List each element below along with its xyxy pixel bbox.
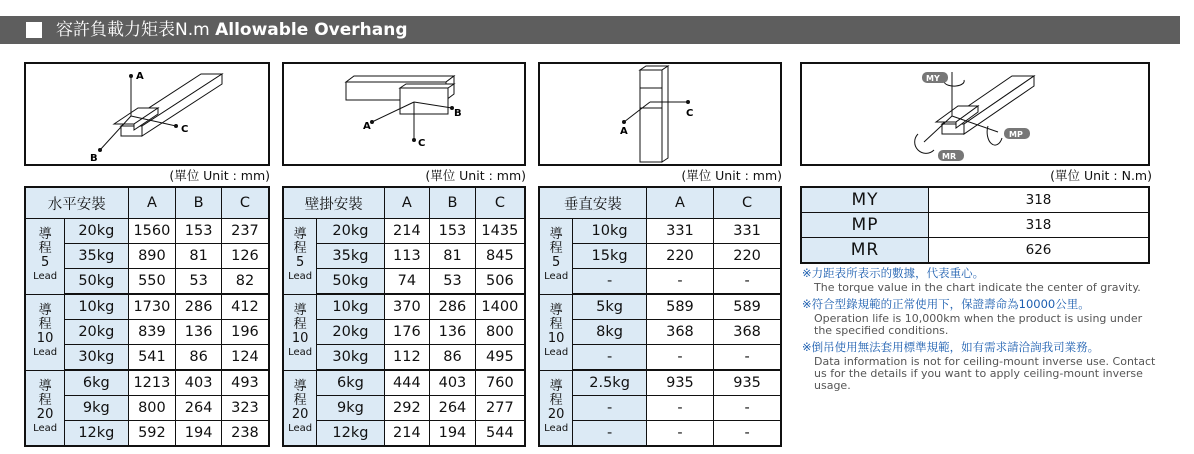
- title-zh: 容許負載力矩表N.m: [56, 20, 210, 40]
- table-row: [539, 320, 781, 345]
- table-row: [283, 421, 525, 447]
- column-header: 垂直安裝: [539, 187, 646, 219]
- unit-label: (單位 Unit : N.m): [1050, 168, 1152, 183]
- lead-zh: 導程: [293, 227, 307, 257]
- lead-group-label: [539, 370, 573, 446]
- column-header: 壁掛安裝: [283, 187, 384, 219]
- lead-number: 10: [291, 331, 309, 346]
- value-cell: 81: [430, 244, 476, 269]
- table-row: [25, 219, 269, 244]
- lead-number: 10: [36, 331, 54, 346]
- note-zh: ※倒吊使用無法套用標準規範，如有需求請洽詢我司業務。: [802, 340, 1100, 354]
- vertical-mount-diagram: [538, 62, 782, 166]
- lead-group-label: [283, 294, 317, 370]
- label-a: A: [363, 121, 371, 132]
- label-b: B: [454, 108, 462, 119]
- table-row: [25, 370, 269, 396]
- value-cell: 126: [221, 244, 269, 269]
- lead-zh: 導程: [293, 303, 307, 332]
- lead-zh: 導程: [38, 227, 52, 257]
- lead-number: 20: [291, 406, 309, 422]
- value-cell: 53: [430, 269, 476, 295]
- lead-zh: 導程: [38, 378, 52, 408]
- note-zh: ※力距表所表示的數據，代表重心。: [802, 266, 985, 280]
- load-cell: 30kg: [317, 345, 384, 371]
- vertical-mount-table: [538, 186, 782, 447]
- lead-zh: 導程: [549, 378, 563, 408]
- value-cell: 264: [176, 396, 222, 421]
- load-cell: 9kg: [65, 396, 128, 421]
- value-cell: 368: [714, 320, 781, 345]
- column-header: B: [176, 187, 222, 219]
- horizontal-mount-table: [24, 186, 270, 447]
- column-header: A: [646, 187, 713, 219]
- load-cell: 20kg: [317, 320, 384, 345]
- value-cell: 495: [475, 345, 525, 371]
- load-cell: 9kg: [317, 396, 384, 421]
- value-cell: 800: [475, 320, 525, 345]
- table-row: [283, 370, 525, 396]
- table-row: [539, 244, 781, 269]
- value-cell: -: [646, 421, 713, 447]
- value-cell: 323: [221, 396, 269, 421]
- value-cell: 550: [128, 269, 176, 295]
- load-cell: 5kg: [573, 294, 646, 320]
- label-mp: MP: [1009, 130, 1023, 139]
- load-cell: 10kg: [317, 294, 384, 320]
- table-row: [539, 396, 781, 421]
- lead-text: Lead: [544, 422, 569, 434]
- column-header: A: [384, 187, 430, 219]
- value-cell: 541: [128, 345, 176, 371]
- value-cell: -: [646, 269, 713, 295]
- value-cell: 935: [714, 370, 781, 396]
- table-header-row: [25, 187, 269, 219]
- value-cell: 74: [384, 269, 430, 295]
- value-cell: 1730: [128, 294, 176, 320]
- lead-number: 20: [36, 406, 54, 422]
- value-cell: 153: [430, 219, 476, 244]
- note-en: The torque value in the chart indicate the center of gravity.: [814, 281, 1141, 294]
- column-header: A: [128, 187, 176, 219]
- value-cell: -: [714, 269, 781, 295]
- load-cell: 20kg: [65, 320, 128, 345]
- load-cell: 2.5kg: [573, 370, 646, 396]
- section-title: [56, 18, 408, 42]
- label-mr: MR: [942, 152, 957, 161]
- value-cell: 544: [475, 421, 525, 447]
- unit-label: (單位 Unit : mm): [425, 168, 526, 183]
- value-cell: 238: [221, 421, 269, 447]
- lead-text: Lead: [33, 347, 58, 358]
- square-bullet-icon: [26, 22, 42, 38]
- value-cell: 277: [475, 396, 525, 421]
- lead-number: 10: [547, 331, 565, 346]
- title-en: Allowable Overhang: [215, 20, 408, 40]
- label-c: C: [418, 138, 426, 149]
- value-cell: 220: [646, 244, 713, 269]
- lead-text: Lead: [544, 347, 569, 358]
- lead-number: 5: [40, 255, 50, 271]
- value-cell: 86: [176, 345, 222, 371]
- table-row: [539, 345, 781, 371]
- lead-text: Lead: [544, 271, 569, 283]
- column-header: C: [714, 187, 781, 219]
- value-cell: 444: [384, 370, 430, 396]
- table-header-row: [539, 187, 781, 219]
- load-cell: 20kg: [317, 219, 384, 244]
- value-cell: 493: [221, 370, 269, 396]
- value-cell: 935: [646, 370, 713, 396]
- load-cell: -: [573, 345, 646, 371]
- load-cell: 12kg: [317, 421, 384, 447]
- value-cell: -: [714, 421, 781, 447]
- load-cell: -: [573, 421, 646, 447]
- value-cell: 845: [475, 244, 525, 269]
- moment-value: 318: [929, 213, 1150, 238]
- table-row: [283, 396, 525, 421]
- value-cell: 196: [221, 320, 269, 345]
- value-cell: 890: [128, 244, 176, 269]
- value-cell: 194: [176, 421, 222, 447]
- value-cell: 136: [430, 320, 476, 345]
- value-cell: 331: [646, 219, 713, 244]
- table-header-row: [283, 187, 525, 219]
- unit-label: (單位 Unit : mm): [169, 168, 270, 183]
- value-cell: 286: [176, 294, 222, 320]
- value-cell: 760: [475, 370, 525, 396]
- value-cell: 81: [176, 244, 222, 269]
- moment-key: MR: [801, 238, 929, 264]
- load-cell: 50kg: [317, 269, 384, 295]
- value-cell: 589: [646, 294, 713, 320]
- section-header: [0, 16, 1180, 44]
- value-cell: 1213: [128, 370, 176, 396]
- lead-group-label: [283, 370, 317, 446]
- moment-diagram: [800, 62, 1150, 166]
- table-row: [283, 244, 525, 269]
- wall-mount-diagram: [282, 62, 526, 166]
- value-cell: 112: [384, 345, 430, 371]
- table-row: [539, 421, 781, 447]
- value-cell: 589: [714, 294, 781, 320]
- lead-zh: 導程: [549, 303, 563, 332]
- table-row: [539, 294, 781, 320]
- table-row: [539, 219, 781, 244]
- value-cell: -: [646, 396, 713, 421]
- note-en: Operation life is 10,000km when the product is using under the specified conditions.: [814, 312, 1143, 337]
- load-cell: 10kg: [573, 219, 646, 244]
- value-cell: 136: [176, 320, 222, 345]
- load-cell: 10kg: [65, 294, 128, 320]
- load-cell: 12kg: [65, 421, 128, 447]
- lead-group-label: [283, 219, 317, 295]
- moment-key: MY: [801, 187, 929, 213]
- load-cell: 30kg: [65, 345, 128, 371]
- value-cell: 1435: [475, 219, 525, 244]
- value-cell: 331: [714, 219, 781, 244]
- moment-value: 318: [929, 187, 1150, 213]
- table-row: [801, 238, 1149, 264]
- label-my: MY: [926, 74, 940, 83]
- table-row: [801, 213, 1149, 238]
- table-row: [283, 219, 525, 244]
- note-zh: ※符合型錄規範的正常使用下，保證壽命為10000公里。: [802, 297, 1090, 311]
- value-cell: 592: [128, 421, 176, 447]
- load-cell: 6kg: [65, 370, 128, 396]
- label-a: A: [136, 71, 144, 82]
- value-cell: 86: [430, 345, 476, 371]
- label-b: B: [90, 153, 98, 164]
- column-header: B: [430, 187, 476, 219]
- wall-mount-table: [282, 186, 526, 447]
- table-row: [801, 187, 1149, 213]
- value-cell: 264: [430, 396, 476, 421]
- value-cell: 1560: [128, 219, 176, 244]
- label-c: C: [686, 108, 694, 119]
- note-en: Data information is not for ceiling-mount inverse use. Contact us for the details if you want to apply ceiling-mount inverse usage.: [814, 355, 1156, 392]
- value-cell: -: [714, 345, 781, 371]
- lead-text: Lead: [288, 271, 313, 283]
- column-header: 水平安裝: [25, 187, 128, 219]
- lead-number: 5: [296, 255, 305, 271]
- horizontal-mount-diagram: [24, 62, 270, 166]
- lead-text: Lead: [33, 271, 58, 283]
- label-c: C: [181, 124, 189, 135]
- value-cell: 412: [221, 294, 269, 320]
- lead-number: 5: [552, 255, 561, 271]
- value-cell: 292: [384, 396, 430, 421]
- load-cell: 20kg: [65, 219, 128, 244]
- lead-group-label: [539, 294, 573, 370]
- table-row: [283, 345, 525, 371]
- value-cell: 403: [430, 370, 476, 396]
- value-cell: 506: [475, 269, 525, 295]
- lead-group-label: [25, 294, 65, 370]
- value-cell: 237: [221, 219, 269, 244]
- value-cell: 53: [176, 269, 222, 295]
- table-row: [283, 269, 525, 295]
- value-cell: 368: [646, 320, 713, 345]
- lead-text: Lead: [288, 347, 313, 358]
- load-cell: 35kg: [65, 244, 128, 269]
- table-row: [539, 269, 781, 295]
- load-cell: -: [573, 269, 646, 295]
- lead-text: Lead: [33, 422, 58, 434]
- load-cell: -: [573, 396, 646, 421]
- lead-zh: 導程: [549, 227, 563, 257]
- table-row: [25, 294, 269, 320]
- lead-zh: 導程: [38, 303, 52, 332]
- value-cell: 194: [430, 421, 476, 447]
- value-cell: -: [646, 345, 713, 371]
- value-cell: 1400: [475, 294, 525, 320]
- table-row: [539, 370, 781, 396]
- value-cell: 176: [384, 320, 430, 345]
- lead-number: 20: [547, 406, 565, 422]
- lead-group-label: [25, 370, 65, 446]
- value-cell: 220: [714, 244, 781, 269]
- value-cell: 153: [176, 219, 222, 244]
- load-cell: 15kg: [573, 244, 646, 269]
- column-header: C: [221, 187, 269, 219]
- value-cell: -: [714, 396, 781, 421]
- load-cell: 35kg: [317, 244, 384, 269]
- value-cell: 403: [176, 370, 222, 396]
- lead-group-label: [25, 219, 65, 295]
- value-cell: 214: [384, 421, 430, 447]
- value-cell: 839: [128, 320, 176, 345]
- unit-label: (單位 Unit : mm): [681, 168, 782, 183]
- notes: [802, 264, 1162, 395]
- value-cell: 214: [384, 219, 430, 244]
- value-cell: 82: [221, 269, 269, 295]
- label-a: A: [620, 126, 628, 137]
- value-cell: 800: [128, 396, 176, 421]
- value-cell: 124: [221, 345, 269, 371]
- value-cell: 370: [384, 294, 430, 320]
- lead-zh: 導程: [293, 378, 307, 408]
- load-cell: 6kg: [317, 370, 384, 396]
- table-row: [283, 320, 525, 345]
- table-row: [283, 294, 525, 320]
- load-cell: 50kg: [65, 269, 128, 295]
- moment-value: 626: [929, 238, 1150, 264]
- moment-key: MP: [801, 213, 929, 238]
- moment-table: [800, 186, 1150, 264]
- value-cell: 113: [384, 244, 430, 269]
- column-header: C: [475, 187, 525, 219]
- lead-group-label: [539, 219, 573, 295]
- value-cell: 286: [430, 294, 476, 320]
- load-cell: 8kg: [573, 320, 646, 345]
- lead-text: Lead: [288, 422, 313, 434]
